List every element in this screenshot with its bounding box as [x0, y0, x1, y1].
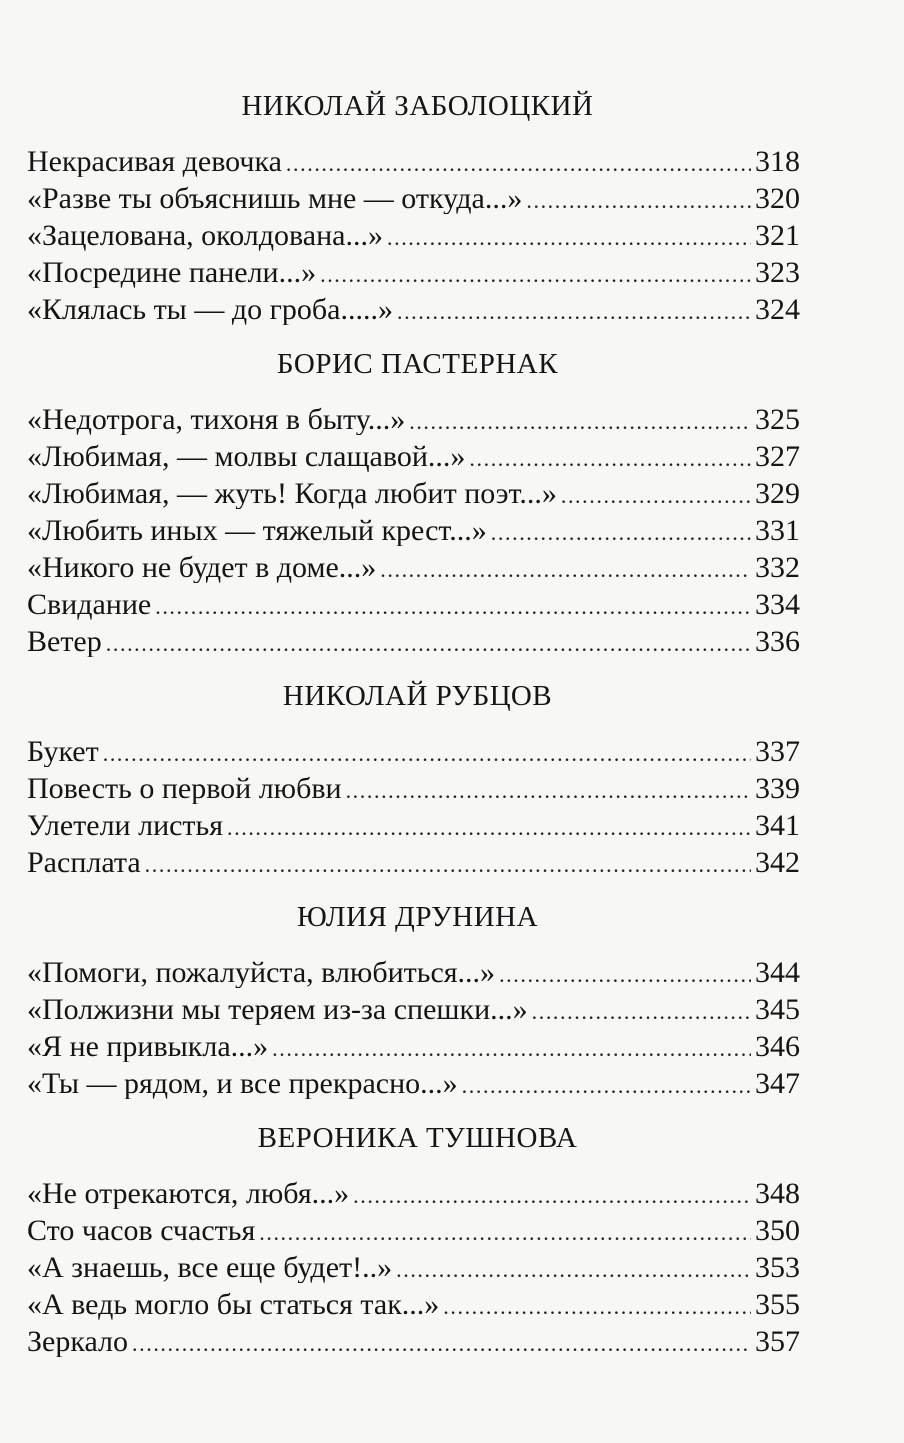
entry-page-number: 329 [755, 477, 800, 509]
dot-leader [409, 411, 751, 433]
entry-title: «Любить иных — тяжелый крест...» [27, 514, 487, 546]
toc-entry [27, 1172, 800, 1209]
entry-page-number: 341 [755, 809, 800, 841]
toc-entry [27, 472, 800, 509]
dot-leader [155, 596, 751, 618]
toc-entry [27, 1320, 800, 1357]
toc-entry [27, 1283, 800, 1320]
entry-page-number: 346 [755, 1030, 800, 1062]
section-pasternak [27, 350, 800, 657]
entry-title: «Никого не будет в доме...» [27, 551, 377, 583]
entry-page-number: 350 [755, 1214, 800, 1246]
entry-page-number: 357 [755, 1325, 800, 1357]
dot-leader [561, 485, 751, 507]
toc-entry [27, 546, 800, 583]
entry-list [27, 951, 800, 1099]
toc-entry [27, 1062, 800, 1099]
toc-entry [27, 251, 800, 288]
entry-page-number: 323 [755, 256, 800, 288]
dot-leader [462, 1075, 751, 1097]
toc-entry [27, 140, 800, 177]
toc-entry [27, 435, 800, 472]
entry-title: «Зацелована, околдована...» [27, 219, 383, 251]
entry-page-number: 344 [755, 956, 800, 988]
entry-title: Сто часов счастья [27, 1214, 256, 1246]
dot-leader [532, 1001, 751, 1023]
dot-leader [145, 854, 751, 876]
entry-page-number: 331 [755, 514, 800, 546]
dot-leader [103, 743, 751, 765]
entry-page-number: 347 [755, 1067, 800, 1099]
dot-leader [320, 264, 751, 286]
dot-leader [526, 190, 751, 212]
entry-list [27, 140, 800, 325]
toc-entry [27, 1209, 800, 1246]
entry-title: «Клялась ты — до гроба.....» [27, 293, 393, 325]
entry-page-number: 337 [755, 735, 800, 767]
toc-entry [27, 177, 800, 214]
entry-page-number: 334 [755, 588, 800, 620]
entry-title: «А ведь могло бы статься так...» [27, 1288, 440, 1320]
entry-page-number: 348 [755, 1177, 800, 1209]
dot-leader [469, 448, 751, 470]
entry-page-number: 332 [755, 551, 800, 583]
entry-title: Ветер [27, 625, 102, 657]
toc-entry [27, 804, 800, 841]
toc-entry [27, 767, 800, 804]
entry-title: «А знаешь, все еще будет!..» [27, 1251, 393, 1283]
entry-title: «Любимая, — молвы слащавой...» [27, 440, 466, 472]
toc-entry [27, 214, 800, 251]
dot-leader [499, 964, 751, 986]
dot-leader [491, 522, 751, 544]
toc-entry [27, 841, 800, 878]
entry-page-number: 324 [755, 293, 800, 325]
entry-title: «Помоги, пожалуйста, влюбиться...» [27, 956, 496, 988]
dot-leader [272, 1038, 751, 1060]
entry-page-number: 355 [755, 1288, 800, 1320]
entry-title: «Посредине панели...» [27, 256, 317, 288]
toc-entry [27, 288, 800, 325]
dot-leader [259, 1222, 751, 1244]
entry-page-number: 336 [755, 625, 800, 657]
entry-title: Улетели листья [27, 809, 224, 841]
toc-entry [27, 951, 800, 988]
section-author-heading: БОРИС ПАСТЕРНАК [276, 348, 559, 380]
toc-entry [27, 509, 800, 546]
entry-page-number: 327 [755, 440, 800, 472]
entry-page-number: 353 [755, 1251, 800, 1283]
entry-list [27, 1172, 800, 1357]
entry-title: «Недотрога, тихоня в быту...» [27, 403, 406, 435]
section-drunina [27, 903, 800, 1099]
dot-leader [443, 1296, 751, 1318]
entry-page-number: 339 [755, 772, 800, 804]
entry-title: «Я не привыкла...» [27, 1030, 269, 1062]
entry-title: «Разве ты объяснишь мне — откуда...» [27, 182, 523, 214]
toc-entry [27, 730, 800, 767]
section-author-heading: НИКОЛАЙ РУБЦОВ [282, 680, 553, 712]
dot-leader [106, 633, 751, 655]
section-author-heading: ЮЛИЯ ДРУНИНА [296, 901, 539, 933]
toc-entry [27, 583, 800, 620]
table-of-contents [27, 92, 800, 1382]
entry-title: Некрасивая девочка [27, 145, 282, 177]
entry-title: Зеркало [27, 1325, 129, 1357]
entry-title: «Не отрекаются, любя...» [27, 1177, 350, 1209]
entry-page-number: 320 [755, 182, 800, 214]
section-tushnova [27, 1124, 800, 1357]
dot-leader [346, 780, 751, 802]
toc-entry [27, 620, 800, 657]
toc-entry [27, 398, 800, 435]
dot-leader [353, 1185, 751, 1207]
dot-leader [227, 817, 751, 839]
dot-leader [286, 153, 751, 175]
entry-title: Свидание [27, 588, 152, 620]
dot-leader [397, 301, 751, 323]
section-author-heading: ВЕРОНИКА ТУШНОВА [257, 1122, 578, 1154]
dot-leader [132, 1333, 751, 1355]
entry-title: «Ты — рядом, и все прекрасно...» [27, 1067, 458, 1099]
section-rubtsov [27, 682, 800, 878]
entry-page-number: 345 [755, 993, 800, 1025]
entry-title: «Полжизни мы теряем из-за спешки...» [27, 993, 528, 1025]
entry-page-number: 325 [755, 403, 800, 435]
section-zabolotsky [27, 92, 800, 325]
entry-list [27, 398, 800, 657]
entry-title: Повесть о первой любви [27, 772, 342, 804]
dot-leader [387, 227, 751, 249]
dot-leader [380, 559, 751, 581]
section-author-heading: НИКОЛАЙ ЗАБОЛОЦКИЙ [241, 90, 594, 122]
toc-entry [27, 1246, 800, 1283]
entry-list [27, 730, 800, 878]
toc-entry [27, 988, 800, 1025]
entry-page-number: 318 [755, 145, 800, 177]
entry-title: Букет [27, 735, 99, 767]
toc-entry [27, 1025, 800, 1062]
entry-page-number: 342 [755, 846, 800, 878]
entry-title: «Любимая, — жуть! Когда любит поэт...» [27, 477, 557, 509]
dot-leader [396, 1259, 751, 1281]
entry-page-number: 321 [755, 219, 800, 251]
entry-title: Расплата [27, 846, 141, 878]
